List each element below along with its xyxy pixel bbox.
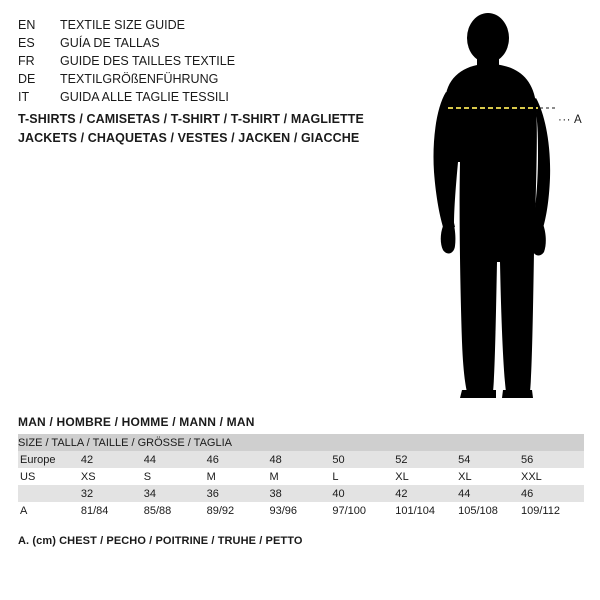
cell-value: XL (395, 468, 458, 485)
cell-value: 42 (81, 451, 144, 468)
language-title: GUÍA DE TALLAS (60, 36, 160, 50)
cell-value: 48 (270, 451, 333, 468)
row-label: A (18, 502, 81, 519)
cell-value: 52 (395, 451, 458, 468)
language-title: TEXTILGRÖßENFÜHRUNG (60, 72, 219, 86)
cell-value: 44 (144, 451, 207, 468)
table-header-label: SIZE / TALLA / TAILLE / GRÖSSE / TAGLIA (18, 434, 584, 451)
language-row (18, 52, 398, 70)
size-table (18, 434, 584, 519)
garment-line-jackets: JACKETS / CHAQUETAS / VESTES / JACKEN / GIACCHE (18, 131, 360, 145)
size-table-block (18, 415, 584, 547)
cell-value: XXL (521, 468, 584, 485)
cell-value: 34 (144, 485, 207, 502)
cell-value: 32 (81, 485, 144, 502)
language-row (18, 88, 398, 106)
cell-value: 36 (207, 485, 270, 502)
cell-value: 81/84 (81, 502, 144, 519)
table-row (18, 468, 584, 485)
cell-value: M (207, 468, 270, 485)
table-footnote: A. (cm) CHEST / PECHO / POITRINE / TRUHE / PETTO (18, 535, 303, 547)
table-row (18, 502, 584, 519)
cell-value: 109/112 (521, 502, 584, 519)
table-row (18, 451, 584, 468)
cell-value: 93/96 (270, 502, 333, 519)
language-code: FR (18, 54, 35, 68)
cell-value: 89/92 (207, 502, 270, 519)
cell-value: 46 (521, 485, 584, 502)
cell-value: 101/104 (395, 502, 458, 519)
cell-value: XL (458, 468, 521, 485)
language-code: DE (18, 72, 36, 86)
language-code: EN (18, 18, 36, 32)
language-code: IT (18, 90, 30, 104)
silhouette-shape (434, 13, 551, 398)
cell-value: 54 (458, 451, 521, 468)
cell-value: S (144, 468, 207, 485)
cell-value: 97/100 (332, 502, 395, 519)
table-row (18, 485, 584, 502)
cell-value: L (332, 468, 395, 485)
cell-value: 105/108 (458, 502, 521, 519)
language-title: GUIDE DES TAILLES TEXTILE (60, 54, 236, 68)
row-label (18, 485, 81, 502)
garment-line-tshirts: T-SHIRTS / CAMISETAS / T-SHIRT / T-SHIRT / MAGLIETTE (18, 112, 364, 126)
cell-value: 46 (207, 451, 270, 468)
cell-value: 38 (270, 485, 333, 502)
language-title: GUIDA ALLE TAGLIE TESSILI (60, 90, 229, 104)
cell-value: XS (81, 468, 144, 485)
cell-value: 44 (458, 485, 521, 502)
cell-value: 42 (395, 485, 458, 502)
table-row-header (18, 434, 584, 451)
table-title: MAN / HOMBRE / HOMME / MANN / MAN (18, 415, 255, 429)
row-label: US (18, 468, 81, 485)
cell-value: 85/88 (144, 502, 207, 519)
language-header-block (18, 16, 398, 106)
language-row (18, 70, 398, 88)
cell-value: 40 (332, 485, 395, 502)
cell-value: M (270, 468, 333, 485)
language-row (18, 16, 398, 34)
male-silhouette-figure (410, 12, 600, 402)
language-title: TEXTILE SIZE GUIDE (60, 18, 186, 32)
chest-measure-label: ··· A (558, 114, 583, 126)
row-label: Europe (18, 451, 81, 468)
language-row (18, 34, 398, 52)
cell-value: 56 (521, 451, 584, 468)
garment-type-block (18, 110, 418, 148)
language-code: ES (18, 36, 35, 50)
cell-value: 50 (332, 451, 395, 468)
